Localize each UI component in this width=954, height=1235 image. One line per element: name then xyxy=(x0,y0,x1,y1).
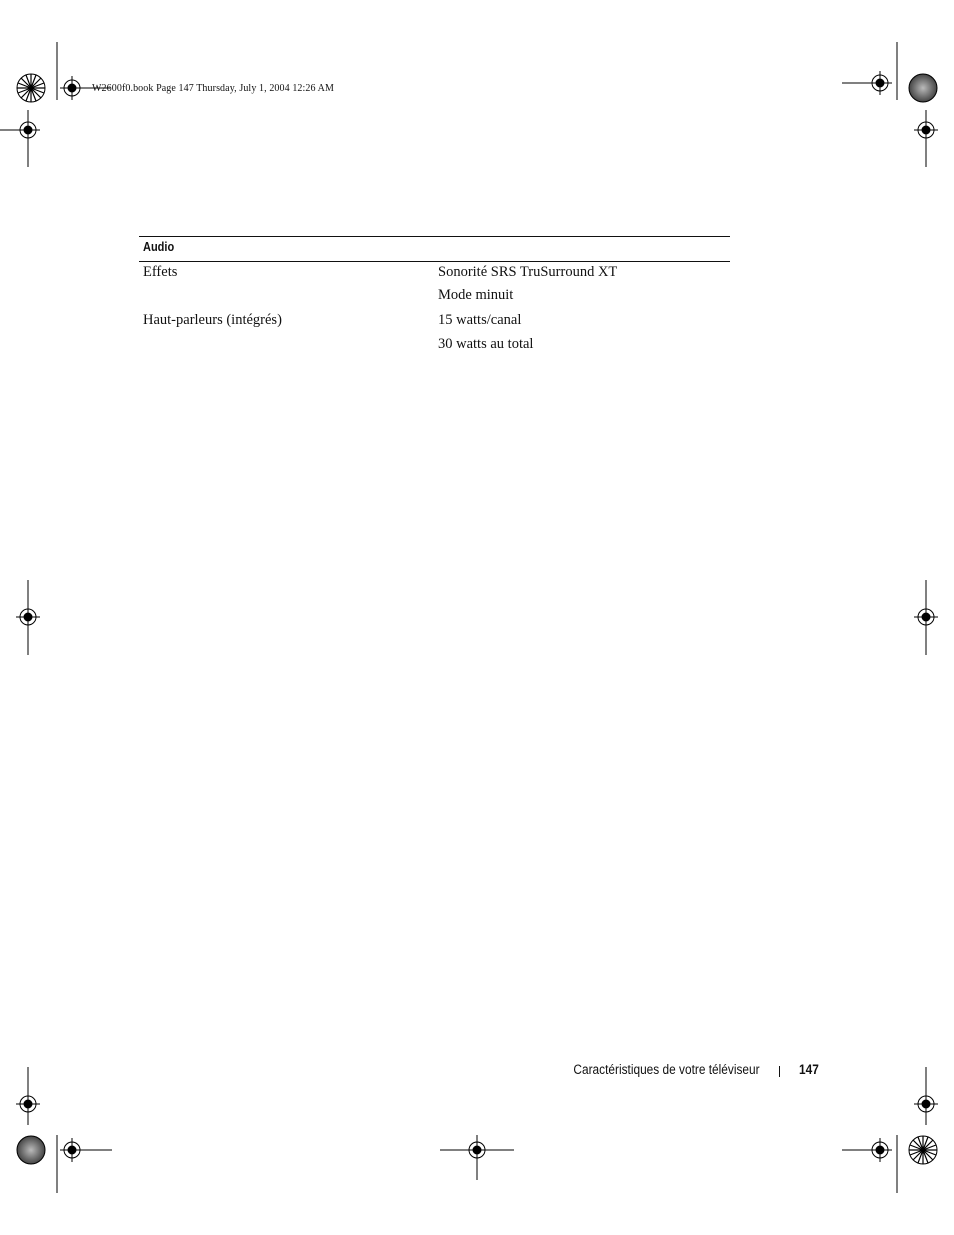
row-value: Sonorité SRS TruSurround XT xyxy=(438,264,618,280)
registration-mark-icon xyxy=(914,1092,938,1116)
row-value: 30 watts au total xyxy=(438,336,534,352)
registration-mark-icon xyxy=(60,76,84,100)
registration-mark-icon xyxy=(16,118,40,142)
registration-mark-icon xyxy=(60,1138,84,1162)
table-header-rule xyxy=(139,261,730,262)
print-slug: W2600f0.book Page 147 Thursday, July 1, 2004 12:26 AM xyxy=(92,83,334,94)
row-value: 15 watts/canal xyxy=(438,312,522,328)
row-label: Haut-parleurs (intégrés) xyxy=(143,312,282,328)
star-target-icon xyxy=(17,74,45,102)
registration-mark-icon xyxy=(16,605,40,629)
registration-mark-icon xyxy=(914,605,938,629)
registration-mark-icon xyxy=(868,71,892,95)
table-top-rule xyxy=(139,236,730,237)
row-label: Effets xyxy=(143,264,178,280)
page-number: 147 xyxy=(799,1062,819,1077)
footer-chapter-title: Caractéristiques de votre téléviseur xyxy=(573,1062,760,1077)
row-value: Mode minuit xyxy=(438,287,514,303)
star-target-icon xyxy=(909,74,937,102)
table-header: Audio xyxy=(143,240,175,254)
registration-mark-icon xyxy=(868,1138,892,1162)
star-target-icon xyxy=(909,1136,937,1164)
registration-mark-icon xyxy=(16,1092,40,1116)
star-target-icon xyxy=(17,1136,45,1164)
registration-mark-icon xyxy=(914,118,938,142)
registration-mark-icon xyxy=(465,1138,489,1162)
footer-separator xyxy=(779,1066,780,1077)
